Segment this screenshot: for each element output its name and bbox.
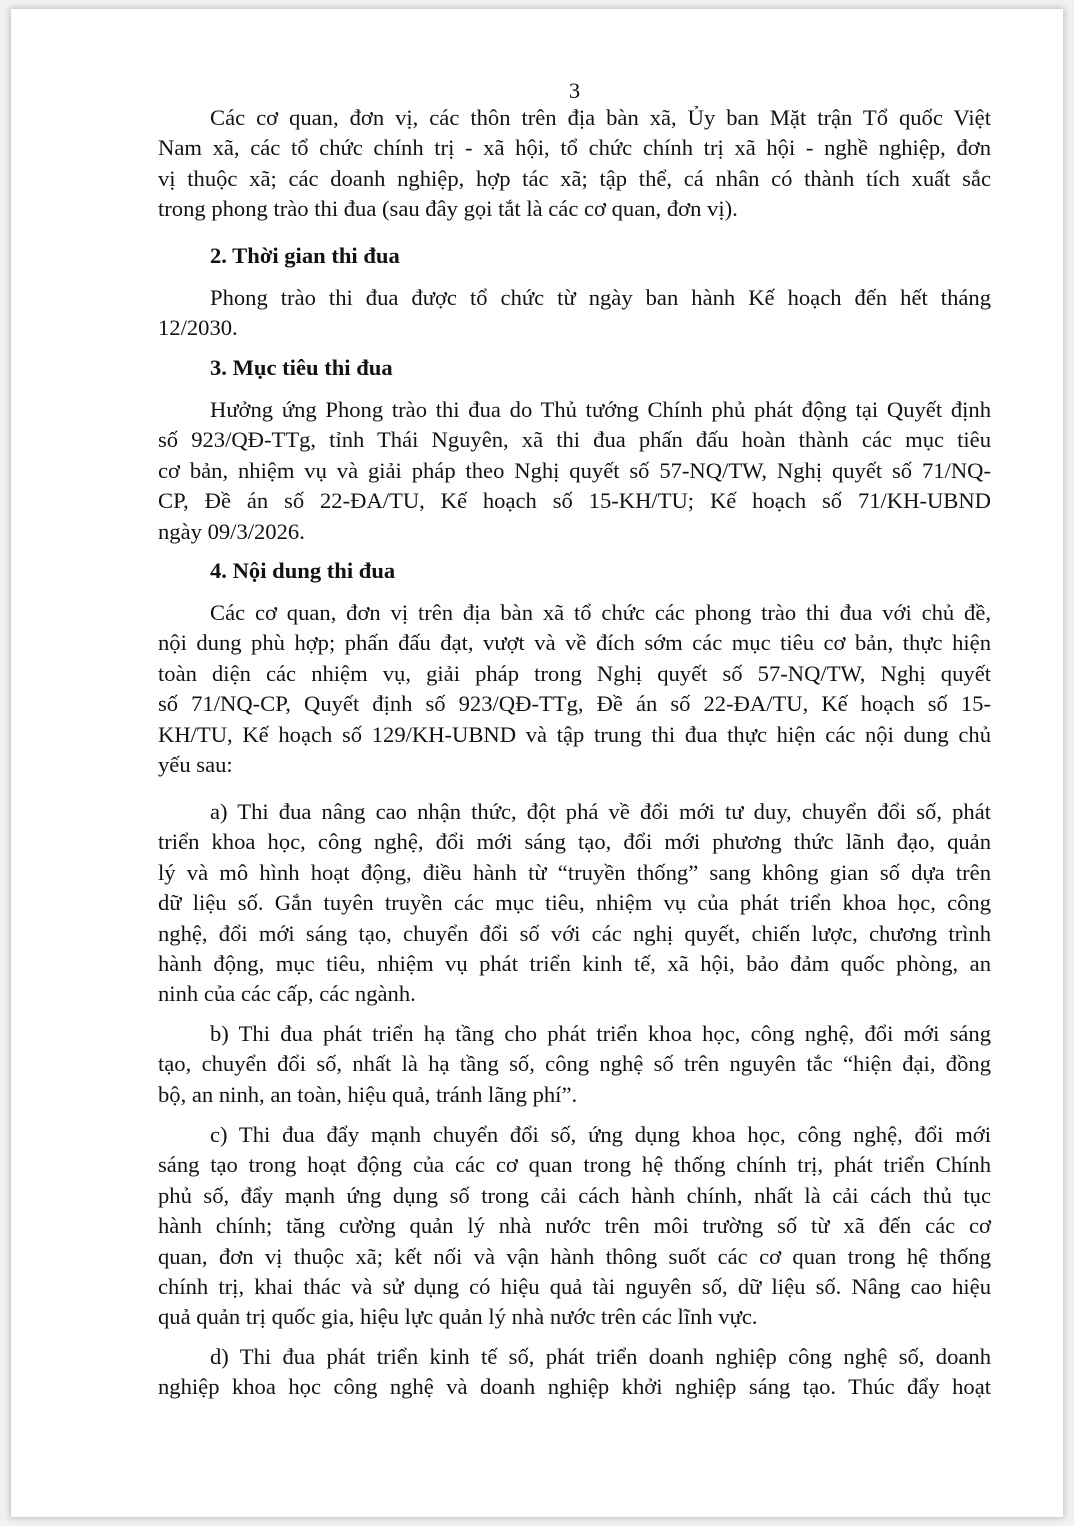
- text-line: triển khoa học, công nghệ, đổi mới sáng tạo, đổi mới phương thức lãnh đạo, quản: [158, 829, 991, 855]
- text-line: toàn diện các nhiệm vụ, giải pháp trong Nghị quyết số 57-NQ/TW, Nghị quyết: [158, 660, 991, 686]
- text-line: dữ liệu số. Gắn tuyên truyền các mục tiêu, nhiệm vụ của phát triển khoa học, công: [158, 890, 991, 916]
- text-line: CP, Đề án số 22-ĐA/TU, Kế hoạch số 15-KH/TU; Kế hoạch số 71/KH-UBND: [158, 488, 991, 514]
- text-line: Hưởng ứng Phong trào thi đua do Thủ tướng Chính phủ phát động tại Quyết định: [210, 397, 991, 422]
- section-heading-content: 4. Nội dung thi đua: [210, 558, 396, 583]
- text-line: ngày 09/3/2026.: [158, 518, 305, 544]
- text-line: hành động, mục tiêu, nhiệm vụ phát triển kinh tế, xã hội, bảo đảm quốc phòng, an: [158, 950, 991, 976]
- text-line: b) Thi đua phát triển hạ tầng cho phát triển khoa học, công nghệ, đổi mới sáng: [210, 1021, 991, 1046]
- text-line: nội dung phù hợp; phấn đấu đạt, vượt và về đích sớm các mục tiêu cơ bản, thực hiện: [158, 630, 991, 656]
- text-line: KH/TU, Kế hoạch số 129/KH-UBND và tập trung thi đua thực hiện các nội dung chủ: [158, 721, 991, 747]
- section-heading-time: 2. Thời gian thi đua: [210, 243, 400, 268]
- text-line: Phong trào thi đua được tổ chức từ ngày ban hành Kế hoạch đến hết tháng: [210, 285, 991, 310]
- text-line: sáng tạo trong hoạt động của các cơ quan trong hệ thống chính trị, phát triển Chính: [158, 1152, 991, 1178]
- paragraph-time: [158, 283, 991, 344]
- text-line: hành chính; tăng cường quản lý nhà nước trên môi trường số từ xã đến các cơ: [158, 1213, 991, 1239]
- text-line: lý và mô hình hoạt động, điều hành từ “truyền thống” sang không gian số dựa trên: [158, 859, 991, 885]
- paragraph-content: [158, 598, 991, 780]
- text-line: số 71/NQ-CP, Quyết định số 923/QĐ-TTg, Đề án số 22-ĐA/TU, Kế hoạch số 15-: [158, 691, 991, 717]
- text-line: quan, đơn vị thuộc xã; kết nối và vận hành thông suốt các cơ quan trong hệ thống: [158, 1243, 991, 1269]
- text-line: Các cơ quan, đơn vị, các thôn trên địa bàn xã, Ủy ban Mặt trận Tổ quốc Việt: [210, 105, 991, 130]
- text-line: 12/2030.: [158, 315, 238, 341]
- paragraph-item-a: [158, 797, 991, 1010]
- text-line: nghệ, đổi mới sáng tạo, chuyển đổi số với các nghị quyết, chiến lược, chương trình: [158, 920, 991, 946]
- text-line: cơ bản, nhiệm vụ và giải pháp theo Nghị quyết số 57-NQ/TW, Nghị quyết số 71/NQ-: [158, 457, 991, 483]
- text-line: tạo, chuyển đổi số, nhất là hạ tầng số, công nghệ số trên nguyên tắc “hiện đại, đồng: [158, 1051, 991, 1077]
- text-line: chính trị, khai thác và sử dụng có hiệu quả tài nguyên số, dữ liệu số. Nâng cao hiệu: [158, 1273, 991, 1299]
- document-page: [11, 9, 1063, 1517]
- text-line: nghiệp khoa học công nghệ và doanh nghiệp khởi nghiệp sáng tạo. Thúc đẩy hoạt: [158, 1374, 991, 1400]
- text-line: c) Thi đua đẩy mạnh chuyển đổi số, ứng dụng khoa học, công nghệ, đổi mới: [210, 1122, 991, 1147]
- text-line: quả quản trị quốc gia, hiệu lực quản lý nhà nước trên các lĩnh vực.: [158, 1304, 758, 1330]
- text-line: yếu sau:: [158, 751, 233, 777]
- text-line: số 923/QĐ-TTg, tỉnh Thái Nguyên, xã thi đua phấn đấu hoàn thành các mục tiêu: [158, 427, 991, 453]
- paragraph-goals: [158, 395, 991, 547]
- text-line: ninh của các cấp, các ngành.: [158, 981, 416, 1007]
- text-line: trong phong trào thi đua (sau đây gọi tắt là các cơ quan, đơn vị).: [158, 196, 738, 222]
- paragraph-item-d: [158, 1342, 991, 1403]
- paragraph-intro: [158, 103, 991, 225]
- text-line: a) Thi đua nâng cao nhận thức, đột phá về đổi mới tư duy, chuyển đổi số, phát: [210, 799, 991, 824]
- section-heading-goals: 3. Mục tiêu thi đua: [210, 355, 393, 380]
- text-line: phủ số, đẩy mạnh ứng dụng số trong cải cách hành chính, nhất là cải cách thủ tục: [158, 1182, 991, 1208]
- paragraph-item-c: [158, 1120, 991, 1333]
- text-line: d) Thi đua phát triển kinh tế số, phát triển doanh nghiệp công nghệ số, doanh: [210, 1344, 991, 1369]
- text-line: bộ, an ninh, an toàn, hiệu quả, tránh lãng phí”.: [158, 1081, 578, 1107]
- text-line: Nam xã, các tổ chức chính trị - xã hội, tổ chức chính trị xã hội - nghề nghiệp, đơn: [158, 135, 991, 161]
- text-line: vị thuộc xã; các doanh nghiệp, hợp tác xã; tập thể, cá nhân có thành tích xuất sắc: [158, 165, 991, 191]
- page-number: 3: [568, 78, 581, 103]
- paragraph-item-b: [158, 1019, 991, 1110]
- text-line: Các cơ quan, đơn vị trên địa bàn xã tổ chức các phong trào thi đua với chủ đề,: [210, 600, 991, 625]
